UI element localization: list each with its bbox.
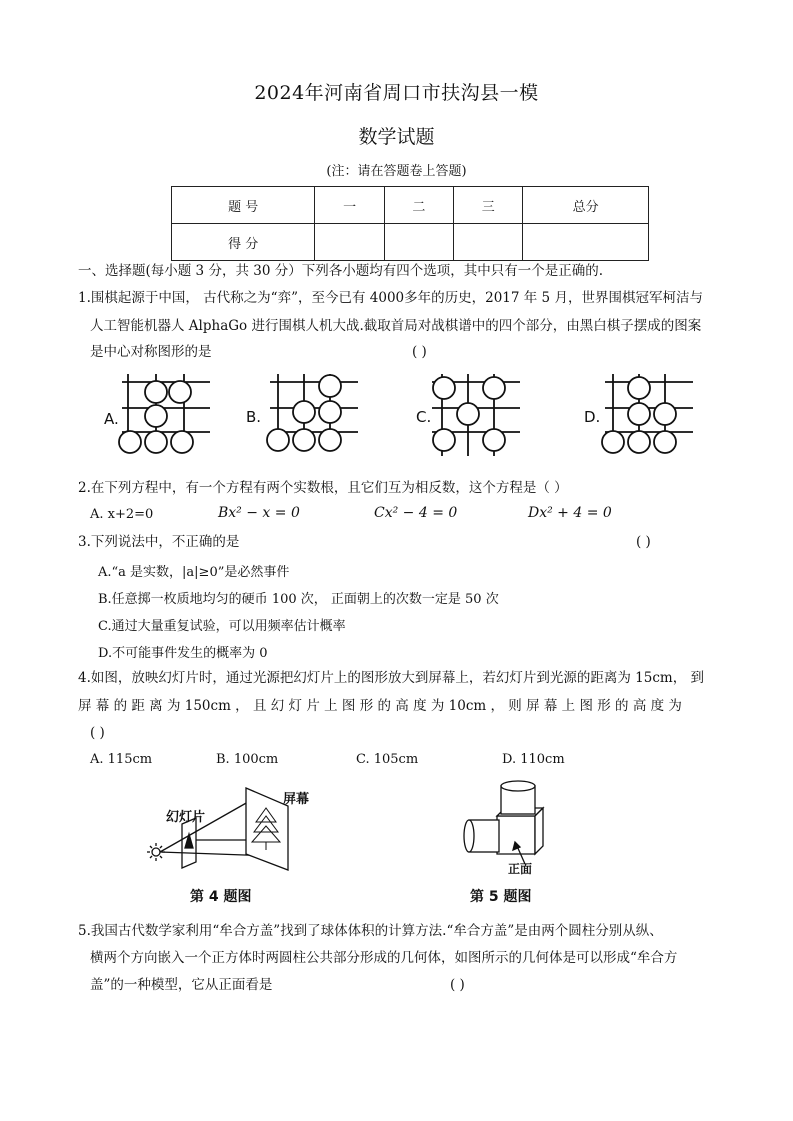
q3-option-a: A.“a 是实数，|a|≥0”是必然事件 bbox=[98, 565, 290, 580]
q2-option-a: A. x+2=0 bbox=[90, 507, 154, 522]
figure4-caption: 第 4 题图 bbox=[190, 889, 252, 905]
go-figure-d bbox=[602, 374, 693, 453]
q1-line3: 是中心对称图形的是 bbox=[90, 344, 212, 360]
figure5-caption: 第 5 题图 bbox=[470, 889, 532, 905]
score-cell bbox=[523, 224, 649, 261]
section1-heading: 一、选择题(每小题 3 分，共 30 分）下列各小题均有四个选项，其中只有一个是正确的. bbox=[78, 263, 603, 279]
score-table bbox=[171, 186, 649, 261]
q4-line1: 4.如图，放映幻灯片时，通过光源把幻灯片上的图形放大到屏幕上，若幻灯片到光源的距离为 15cm， 到 bbox=[78, 670, 705, 686]
score-table-row-score bbox=[172, 224, 649, 261]
q4-option-b: B. 100cm bbox=[216, 752, 279, 767]
q4-option-d: D. 110cm bbox=[502, 752, 565, 767]
score-cell: 得 分 bbox=[172, 224, 315, 261]
q1-go-figures bbox=[100, 368, 710, 468]
q1-line2: 人工智能机器人 AlphaGo 进行围棋人机大战.截取首局对战棋谱中的四个部分，由黑白棋子摆成的图案 bbox=[90, 318, 702, 334]
q3-option-b: B.任意掷一枚质地均匀的硬币 100 次， 正面朝上的次数一定是 50 次 bbox=[98, 592, 499, 607]
q2-option-c: Cx² − 4 = 0 bbox=[374, 505, 458, 521]
q1-option-a-label: A. bbox=[104, 410, 119, 428]
q3-option-d: D.不可能事件发生的概率为 0 bbox=[98, 646, 268, 661]
slide-label: 幻灯片 bbox=[166, 810, 206, 825]
exam-subtitle: 数学试题 bbox=[358, 126, 435, 148]
q1-option-c-label: C. bbox=[416, 408, 432, 426]
score-cell bbox=[315, 224, 384, 261]
score-table-row-header bbox=[172, 187, 649, 224]
q3-stem: 3.下列说法中，不正确的是 bbox=[78, 534, 240, 550]
q2-stem: 2.在下列方程中，有一个方程有两个实数根，且它们互为相反数，这个方程是（ ） bbox=[78, 480, 568, 496]
q4-option-c: C. 105cm bbox=[356, 752, 419, 767]
q5-line1: 5.我国古代数学家利用“牟合方盖”找到了球体体积的计算方法.“牟合方盖”是由两个圆柱分别从纵、 bbox=[78, 923, 663, 939]
q5-solid-figure bbox=[455, 776, 555, 876]
q5-line2: 横两个方向嵌入一个正方体时两圆柱公共部分形成的几何体，如图所示的几何体是可以形成“牟合方 bbox=[90, 950, 678, 966]
go-figure-a bbox=[119, 374, 210, 453]
q5-answer-paren: ( ) bbox=[450, 977, 465, 993]
score-cell bbox=[454, 224, 523, 261]
score-cell: 二 bbox=[384, 187, 453, 224]
q4-answer-paren: ( ) bbox=[90, 725, 105, 741]
q3-option-c: C.通过大量重复试验，可以用频率估计概率 bbox=[98, 619, 346, 634]
score-cell: 题 号 bbox=[172, 187, 315, 224]
score-cell: 一 bbox=[315, 187, 384, 224]
front-label: 正面 bbox=[508, 862, 533, 876]
score-cell: 三 bbox=[454, 187, 523, 224]
q4-option-a: A. 115cm bbox=[90, 752, 153, 767]
q1-option-d-label: D. bbox=[584, 408, 601, 426]
screen-panel bbox=[246, 788, 288, 870]
q1-answer-paren: ( ) bbox=[412, 344, 427, 360]
score-cell: 总分 bbox=[523, 187, 649, 224]
q2-option-b: Bx² − x = 0 bbox=[218, 505, 300, 521]
score-cell bbox=[384, 224, 453, 261]
go-figure-b bbox=[267, 374, 358, 451]
q3-answer-paren: ( ) bbox=[636, 534, 651, 550]
light-source-icon bbox=[152, 848, 160, 856]
screen-label: 屏幕 bbox=[283, 792, 310, 807]
q5-line3: 盖”的一种模型，它从正面看是 bbox=[90, 977, 273, 993]
exam-title: 2024年河南省周口市扶沟县一模 bbox=[254, 82, 539, 104]
go-figure-c bbox=[432, 374, 520, 456]
q4-line2: 屏 幕 的 距 离 为 150cm ， 且 幻 灯 片 上 图 形 的 高 度 为 10cm ， 则 屏 幕 上 图 形 的 高 度 为 bbox=[78, 698, 682, 714]
q2-option-d: Dx² + 4 = 0 bbox=[528, 505, 612, 521]
q1-option-b-label: B. bbox=[246, 408, 262, 426]
q1-line1: 1.围棋起源于中国， 古代称之为“弈”，至今已有 4000多年的历史，2017 年 5 月，世界围棋冠军柯洁与 bbox=[78, 290, 703, 306]
exam-note: (注：请在答题卷上答题) bbox=[326, 164, 467, 179]
